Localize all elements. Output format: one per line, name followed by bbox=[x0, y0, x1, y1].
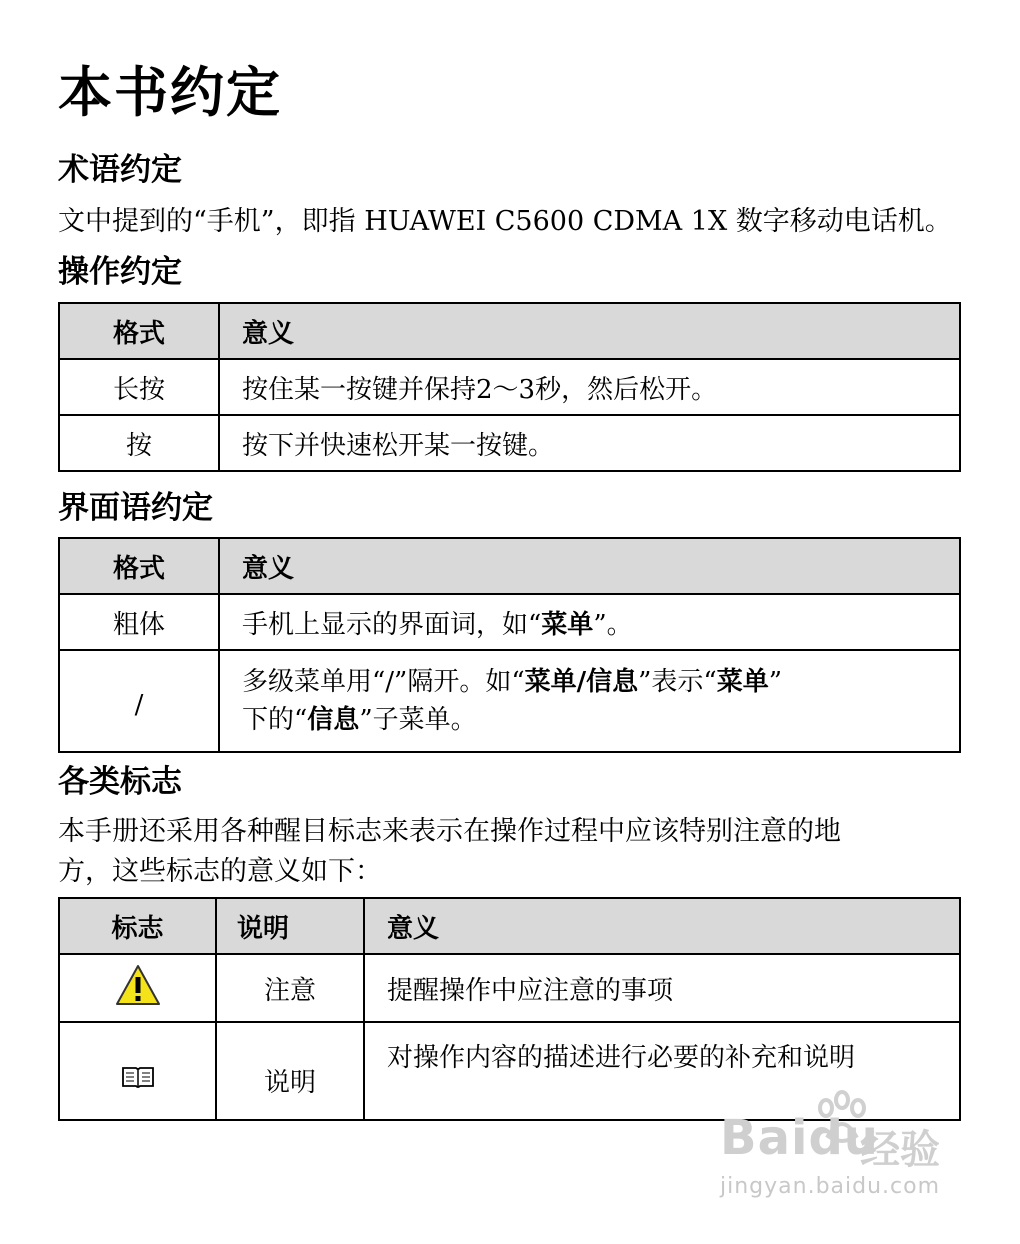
terms-text: 文中提到的“手机”，即指 HUAWEI C5600 CDMA 1X 数字移动电话机。 bbox=[58, 206, 952, 237]
text-run: 多级菜单用“/”隔开。如“ bbox=[242, 667, 525, 697]
logo-text-b: du bbox=[808, 1110, 879, 1166]
meaning-cell bbox=[219, 650, 960, 752]
watermark-logo bbox=[720, 1110, 879, 1166]
warning-icon bbox=[115, 964, 161, 1006]
header-description: 说明 bbox=[216, 898, 364, 954]
terms-heading: 术语约定 bbox=[58, 152, 182, 188]
interface-heading: 界面语约定 bbox=[58, 490, 213, 526]
watermark-url: jingyan.baidu.com bbox=[720, 1174, 941, 1199]
format-cell: 粗体 bbox=[59, 594, 219, 650]
table-row bbox=[59, 650, 960, 752]
header-format: 格式 bbox=[59, 538, 219, 594]
format-cell: 按 bbox=[59, 415, 219, 471]
table-row bbox=[59, 415, 960, 471]
logo-text-a: Bai bbox=[720, 1110, 809, 1166]
ui-term: 菜单 bbox=[716, 667, 769, 697]
label-cell: 说明 bbox=[216, 1022, 364, 1120]
ui-term: 菜单/信息 bbox=[524, 667, 639, 697]
header-meaning: 意义 bbox=[219, 303, 960, 359]
table-header-row bbox=[59, 303, 960, 359]
page-title: 本书约定 bbox=[58, 61, 282, 124]
header-sign: 标志 bbox=[59, 898, 216, 954]
table-row bbox=[59, 954, 960, 1022]
table-row bbox=[59, 594, 960, 650]
operations-table bbox=[58, 302, 961, 472]
meaning-cell: 提醒操作中应注意的事项 bbox=[364, 954, 960, 1022]
signs-heading: 各类标志 bbox=[58, 764, 182, 800]
header-format: 格式 bbox=[59, 303, 219, 359]
table-header-row bbox=[59, 538, 960, 594]
header-meaning: 意义 bbox=[219, 538, 960, 594]
label-cell: 注意 bbox=[216, 954, 364, 1022]
ui-term: 菜单 bbox=[541, 609, 594, 640]
text-run: 下的“ bbox=[242, 705, 308, 735]
icon-cell bbox=[59, 954, 216, 1022]
text-run: 手机上显示的界面词，如“ bbox=[242, 609, 542, 640]
meaning-cell: 按住某一按键并保持2～3秒，然后松开。 bbox=[219, 359, 960, 415]
text-run: ”。 bbox=[593, 609, 633, 640]
format-cell: / bbox=[59, 650, 219, 752]
ui-term: 信息 bbox=[307, 705, 360, 735]
text-line bbox=[242, 701, 959, 739]
signs-text-line-1: 本手册还采用各种醒目标志来表示在操作过程中应该特别注意的地 bbox=[58, 816, 841, 847]
signs-table bbox=[58, 897, 961, 1121]
table-header-row bbox=[59, 898, 960, 954]
signs-text-line-2: 方，这些标志的意义如下： bbox=[58, 856, 382, 887]
meaning-cell bbox=[219, 594, 960, 650]
header-meaning: 意义 bbox=[364, 898, 960, 954]
baidu-watermark bbox=[720, 1090, 970, 1210]
text-run: ” bbox=[768, 667, 783, 697]
icon-cell bbox=[59, 1022, 216, 1120]
text-line bbox=[242, 663, 959, 701]
format-cell: 长按 bbox=[59, 359, 219, 415]
meaning-cell: 对操作内容的描述进行必要的补充和说明 bbox=[364, 1022, 960, 1120]
watermark-suffix: 经验 bbox=[860, 1127, 940, 1173]
interface-table bbox=[58, 537, 961, 753]
operations-heading: 操作约定 bbox=[58, 254, 182, 290]
text-run: ”表示“ bbox=[638, 667, 717, 697]
book-icon bbox=[121, 1065, 155, 1089]
text-run: ”子菜单。 bbox=[359, 705, 477, 735]
table-row bbox=[59, 359, 960, 415]
meaning-cell: 按下并快速松开某一按键。 bbox=[219, 415, 960, 471]
